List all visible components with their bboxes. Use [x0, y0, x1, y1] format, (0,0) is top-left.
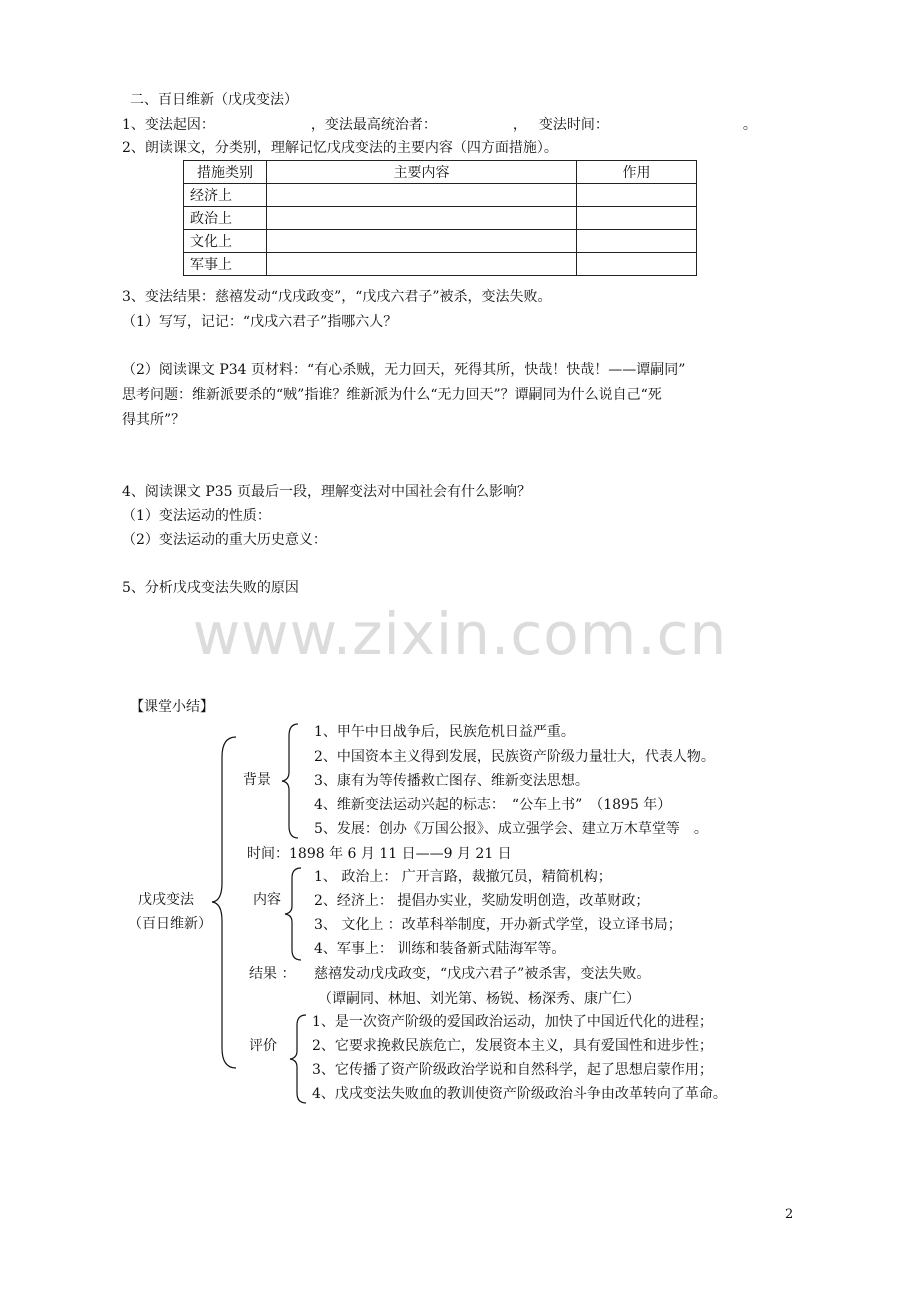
- cell-effect[interactable]: [577, 253, 697, 276]
- q1-comma: ，: [512, 117, 527, 133]
- header-effect: 作用: [577, 161, 697, 184]
- row-label-politics: 政治上: [184, 207, 267, 230]
- question-2: 2、朗读课文，分类别，理解记忆戊戌变法的主要内容（四方面措施）。: [122, 140, 558, 156]
- cell-content[interactable]: [267, 230, 577, 253]
- content-label: 内容: [253, 892, 281, 908]
- watermark: www.zixin.com.cn: [192, 600, 728, 668]
- content-brace-icon: [283, 866, 305, 962]
- evaluation-label: 评价: [249, 1038, 277, 1054]
- q1-ruler-label: ，变法最高统治者：: [310, 117, 437, 133]
- background-item: 4、维新变法运动兴起的标志： “公车上书” （1895 年）: [314, 797, 672, 813]
- evaluation-brace-icon: [288, 1013, 310, 1105]
- question-5: 5、分析戊戌变法失败的原因: [122, 580, 299, 596]
- question-3: 3、变法结果：慈禧发动“戊戌政变”，“戊戌六君子”被杀，变法失败。: [122, 289, 552, 305]
- content-item: 3、 文化上 ：改革科举制度，开办新式学堂，设立译书局；: [314, 917, 682, 933]
- table-row: [184, 230, 697, 253]
- summary-root: 戊戌变法: [138, 892, 194, 908]
- background-item: 3、康有为等传播救亡图存、维新变法思想。: [314, 773, 589, 789]
- row-label-economy: 经济上: [184, 184, 267, 207]
- page-number: 2: [785, 1207, 794, 1222]
- evaluation-item: 4、戊戌变法失败血的教训使资产阶级政治斗争由改革转向了革命。: [312, 1086, 727, 1102]
- evaluation-item: 3、它传播了资产阶级政治学说和自然科学，起了思想启蒙作用；: [312, 1062, 713, 1078]
- main-brace-icon: [210, 735, 240, 1070]
- background-label: 背景: [243, 772, 271, 788]
- cell-content[interactable]: [267, 207, 577, 230]
- evaluation-item: 2、它要求挽救民族危亡，发展资本主义，具有爱国性和进步性；: [312, 1038, 713, 1054]
- background-item: 5、发展：创办《万国公报》、成立强学会、建立万木草堂等 。: [314, 821, 708, 837]
- question-3-2-prompt: 思考问题：维新派要杀的“贼”指谁？维新派为什么“无力回天”？谭嗣同为什么说自己“死: [122, 387, 662, 403]
- q1-period: 。: [742, 117, 757, 133]
- header-content: 主要内容: [267, 161, 577, 184]
- question-4-2: （2）变法运动的重大历史意义：: [122, 532, 327, 548]
- background-item: 2、中国资本主义得到发展，民族资产阶级力量壮大，代表人物。: [314, 749, 715, 765]
- time-line: 时间：1898 年 6 月 11 日——9 月 21 日: [247, 846, 512, 862]
- cell-content[interactable]: [267, 184, 577, 207]
- result-text: 慈禧发动戊戌政变，“戊戌六君子”被杀害，变法失败。: [314, 966, 651, 982]
- question-3-1: （1）写写，记记：“戊戌六君子”指哪六人？: [122, 314, 398, 330]
- content-item: 1、 政治上： 广开言路，裁撤冗员，精简机构；: [314, 869, 612, 885]
- cell-effect[interactable]: [577, 230, 697, 253]
- summary-root-alias: （百日维新）: [128, 916, 212, 932]
- background-item: 1、甲午中日战争后，民族危机日益严重。: [314, 724, 575, 740]
- question-4-1: （1）变法运动的性质：: [122, 508, 271, 524]
- cell-effect[interactable]: [577, 207, 697, 230]
- question-4: 4、阅读课文 P35 页最后一段，理解变法对中国社会有什么影响？: [122, 484, 532, 500]
- background-brace-icon: [280, 722, 302, 840]
- question-3-2-prompt-cont: 得其所”？: [122, 412, 186, 428]
- content-item: 2、经济上： 提倡办实业，奖励发明创造，改革财政；: [314, 893, 650, 909]
- result-label: 结果 ：: [249, 966, 296, 982]
- header-category: 措施类别: [184, 161, 267, 184]
- row-label-military: 军事上: [184, 253, 267, 276]
- question-1: [122, 115, 757, 135]
- question-3-2: （2）阅读课文 P34 页材料：“有心杀贼，无力回天，死得其所，快哉！快哉！——谭嗣同”: [122, 362, 686, 378]
- row-label-culture: 文化上: [184, 230, 267, 253]
- table-row: [184, 184, 697, 207]
- cell-effect[interactable]: [577, 184, 697, 207]
- section-title: 二、百日维新（戊戌变法）: [130, 92, 298, 108]
- summary-title: 【课堂小结】: [130, 699, 214, 715]
- table-header-row: [184, 161, 697, 184]
- result-names: （谭嗣同、林旭、刘光第、杨锐、杨深秀、康广仁）: [318, 991, 640, 1007]
- table-row: [184, 207, 697, 230]
- table-row: [184, 253, 697, 276]
- content-item: 4、军事上： 训练和装备新式陆海军等。: [314, 941, 566, 957]
- q1-cause-label: 1、变法起因：: [122, 117, 215, 133]
- q1-time-label: 变法时间：: [538, 117, 609, 133]
- cell-content[interactable]: [267, 253, 577, 276]
- measures-table: [183, 160, 697, 276]
- evaluation-item: 1、是一次资产阶级的爱国政治运动，加快了中国近代化的进程；: [312, 1014, 713, 1030]
